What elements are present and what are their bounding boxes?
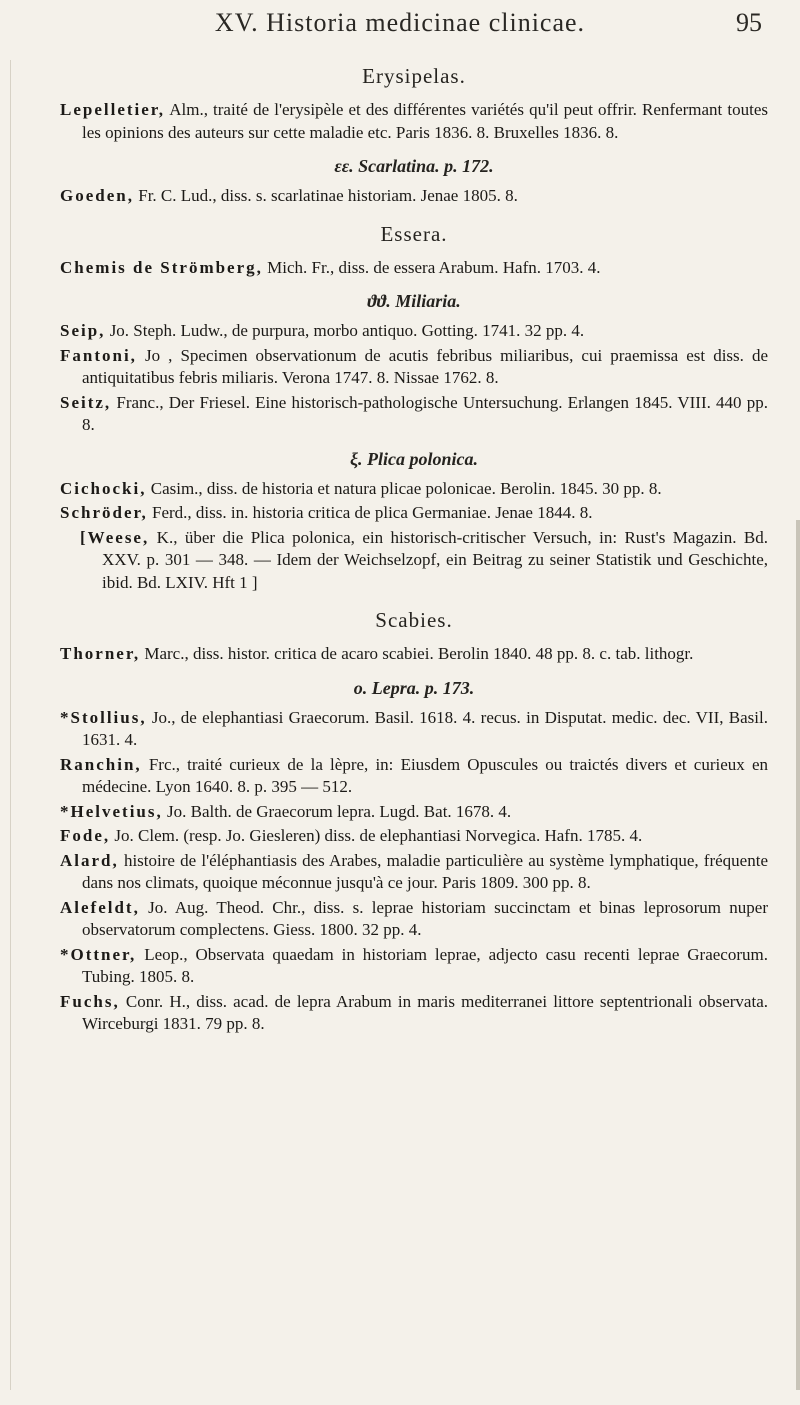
entry-author: Alefeldt, xyxy=(60,897,140,917)
entry-text: Jo , Specimen observationum de acutis febribus miliaribus, cui praemissa est diss. de antiquitatibus febris miliaris. Verona 1747. 8. Nissae 1762. 8. xyxy=(82,345,768,387)
entry-text: Alm., traité de l'erysipèle et des différentes variétés qu'il peut offrir. Renfermant toutes les opinions des auteurs sur cette maladie etc. Paris 1836. 8. Bruxelles 1836. 8. xyxy=(82,100,768,142)
entry-author: *Stollius, xyxy=(60,707,147,727)
entry-text: Fr. C. Lud., diss. s. scarlatinae historiam. Jenae 1805. 8. xyxy=(133,186,518,205)
page-body xyxy=(60,50,768,1038)
section-heading: Essera. xyxy=(380,221,448,246)
entry-text: Jo., de elephantiasi Graecorum. Basil. 1618. 4. recus. in Disputat. medic. dec. VII, Basil. 1631. 4. xyxy=(82,707,768,749)
page-number: 95 xyxy=(736,8,762,37)
entry-author: Seitz, xyxy=(60,392,112,412)
entry-author: Goeden, xyxy=(60,186,134,205)
entry-author: Seip, xyxy=(60,321,106,340)
bibliography-entry xyxy=(60,850,768,895)
entry-text: Jo. Steph. Ludw., de purpura, morbo antiquo. Gotting. 1741. 32 pp. 4. xyxy=(105,321,585,340)
entry-author: Lepelletier, xyxy=(60,100,166,119)
entry-text: histoire de l'éléphantiasis des Arabes, maladie particulière au système lymphatique, fréquente dans nos climats, quoique méconnue jusqu'à ce jour. Paris 1809. 300 pp. 8. xyxy=(82,850,768,892)
entry-text: Marc., diss. histor. critica de acaro scabiei. Berolin 1840. 48 pp. 8. c. tab. lithogr. xyxy=(140,644,694,663)
bibliography-entry xyxy=(60,991,768,1036)
entry-text: Conr. H., diss. acad. de lepra Arabum in maris mediterranei littore septentrionali observata. Wirceburgi 1831. 79 pp. 8. xyxy=(82,991,768,1033)
entry-text: Jo. Clem. (resp. Jo. Giesleren) diss. de elephantiasi Norvegica. Hafn. 1785. 4. xyxy=(110,826,643,845)
running-head xyxy=(0,8,800,48)
subsection-heading: o. Lepra. p. 173. xyxy=(353,677,475,698)
entry-text: Franc., Der Friesel. Eine historisch-pathologische Untersuchung. Erlangen 1845. VIII. 440 pp. 8. xyxy=(82,392,768,434)
running-head-title: XV. Historia medicinae clinicae. xyxy=(214,8,586,37)
section-heading: Erysipelas. xyxy=(362,64,466,88)
bibliography-entry xyxy=(60,707,768,752)
entry-text: Jo. Balth. de Graecorum lepra. Lugd. Bat. 1678. 4. xyxy=(162,801,512,821)
entry-text: Leop., Observata quaedam in historiam leprae, adjecto casu recenti leprae Graecorum. Tubing. 1805. 8. xyxy=(82,944,768,986)
entry-author: Schröder, xyxy=(60,503,148,522)
subsection-heading: ϑϑ. Miliaria. xyxy=(367,291,461,311)
bibliography-entry xyxy=(60,185,768,208)
entry-author: Alard, xyxy=(60,850,119,870)
bibliography-entry xyxy=(60,754,768,799)
entry-author: *Ottner, xyxy=(60,944,137,964)
entry-author: Thorner, xyxy=(60,644,141,663)
bibliography-entry xyxy=(60,345,768,390)
page-gutter-line xyxy=(10,60,11,1390)
entry-text: Jo. Aug. Theod. Chr., diss. s. leprae historiam succinctam et binas leprosorum nuper observatorum complectens. Giess. 1800. 32 pp. 4. xyxy=(82,897,768,939)
entry-author: [Weese, xyxy=(80,527,150,547)
entry-author: Fuchs, xyxy=(60,991,120,1011)
bibliography-entry xyxy=(60,944,768,989)
entry-text: Frc., traité curieux de la lèpre, in: Eiusdem Opuscules ou traictés divers et curieux en médecine. Lyon 1640. 8. p. 395 — 512. xyxy=(82,754,768,796)
entry-author: Fode, xyxy=(60,826,111,845)
entry-text: Casim., diss. de historia et natura plicae polonicae. Berolin. 1845. 30 pp. 8. xyxy=(146,478,662,498)
entry-author: Ranchin, xyxy=(60,754,142,774)
bibliography-entry xyxy=(60,257,768,280)
entry-text: K., über die Plica polonica, ein historisch-critischer Versuch, in: Rust's Magazin. Bd. XXV. p. 301 — 348. — Idem der Weichselzopf, ein Beitrag zu seiner Statistik und Geschichte, ibid. Bd. LXIV. Hft 1 ] xyxy=(102,527,768,592)
bibliography-entry xyxy=(60,801,768,824)
entry-author: Fantoni, xyxy=(60,345,137,365)
bibliography-entry xyxy=(60,320,768,343)
bibliography-entry xyxy=(60,392,768,437)
entry-author: Cichocki, xyxy=(60,478,147,498)
bibliography-entry xyxy=(60,502,768,525)
bibliography-entry xyxy=(60,99,768,144)
page-edge-shadow xyxy=(796,520,800,1390)
bibliography-entry xyxy=(60,527,768,595)
bibliography-entry xyxy=(60,478,768,501)
bibliography-entry xyxy=(60,825,768,848)
entry-text: Mich. Fr., diss. de essera Arabum. Hafn. 1703. 4. xyxy=(262,257,601,277)
subsection-heading: εε. Scarlatina. p. 172. xyxy=(334,156,494,176)
entry-author: Chemis de Strömberg, xyxy=(60,257,263,277)
entry-text: Ferd., diss. in. historia critica de plica Germaniae. Jenae 1844. 8. xyxy=(147,503,593,522)
entry-author: *Helvetius, xyxy=(60,801,163,821)
bibliography-entry xyxy=(60,643,768,666)
section-heading: Scabies. xyxy=(375,608,453,632)
bibliography-entry xyxy=(60,897,768,942)
subsection-heading: ξ. Plica polonica. xyxy=(349,448,479,469)
